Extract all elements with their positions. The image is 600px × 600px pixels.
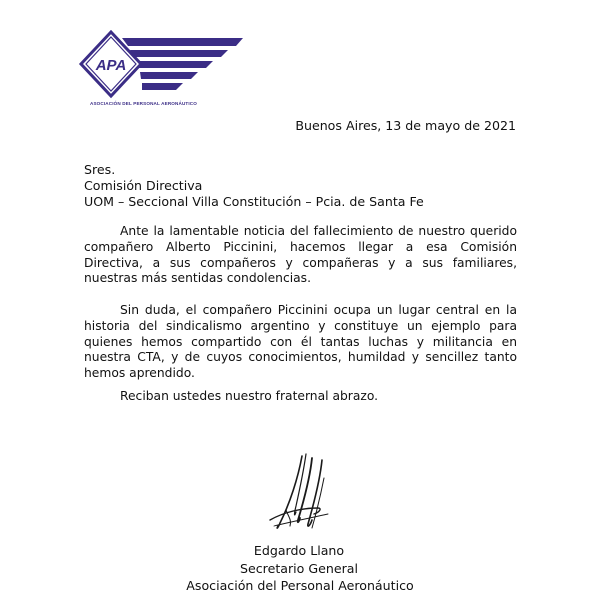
handwritten-signature: [250, 448, 350, 538]
recipient-line-2: UOM – Seccional Villa Constitución – Pcia. de Santa Fe: [84, 194, 424, 209]
apa-logo: [78, 30, 243, 112]
logo-caption: ASOCIACIÓN DEL PERSONAL AERONÁUTICO: [90, 101, 198, 106]
apa-logo-icon: [78, 30, 243, 112]
recipient-salutation: Sres.: [84, 162, 116, 177]
signatory-organization: Asociación del Personal Aeronáutico: [186, 578, 414, 593]
closing-paragraph: Reciban ustedes nuestro fraternal abrazo.: [120, 389, 379, 403]
signature-icon: [250, 448, 350, 538]
body-paragraph-2: Sin duda, el compañero Piccinini ocupa un lugar central en la historia del sindicalismo argentino y constituye un ejemplo para quienes hemos compartido con él tantas luchas y militancia en nuestra CTA, y de cuyos conocimientos, humildad y sencillez tanto hemos aprendido.: [84, 303, 517, 381]
body-paragraph-1: Ante la lamentable noticia del fallecimiento de nuestro querido compañero Alberto Piccinini, hacemos llegar a esa Comisión Directiva, a sus compañeros y compañeras y a sus familiares, nuestras más sentidas condolencias.: [84, 224, 517, 286]
date-line: Buenos Aires, 13 de mayo de 2021: [295, 118, 516, 133]
logo-initials: APA: [95, 57, 127, 74]
signatory-name: Edgardo Llano: [253, 543, 345, 558]
recipient-line-1: Comisión Directiva: [84, 178, 203, 193]
signatory-title: Secretario General: [240, 561, 358, 576]
